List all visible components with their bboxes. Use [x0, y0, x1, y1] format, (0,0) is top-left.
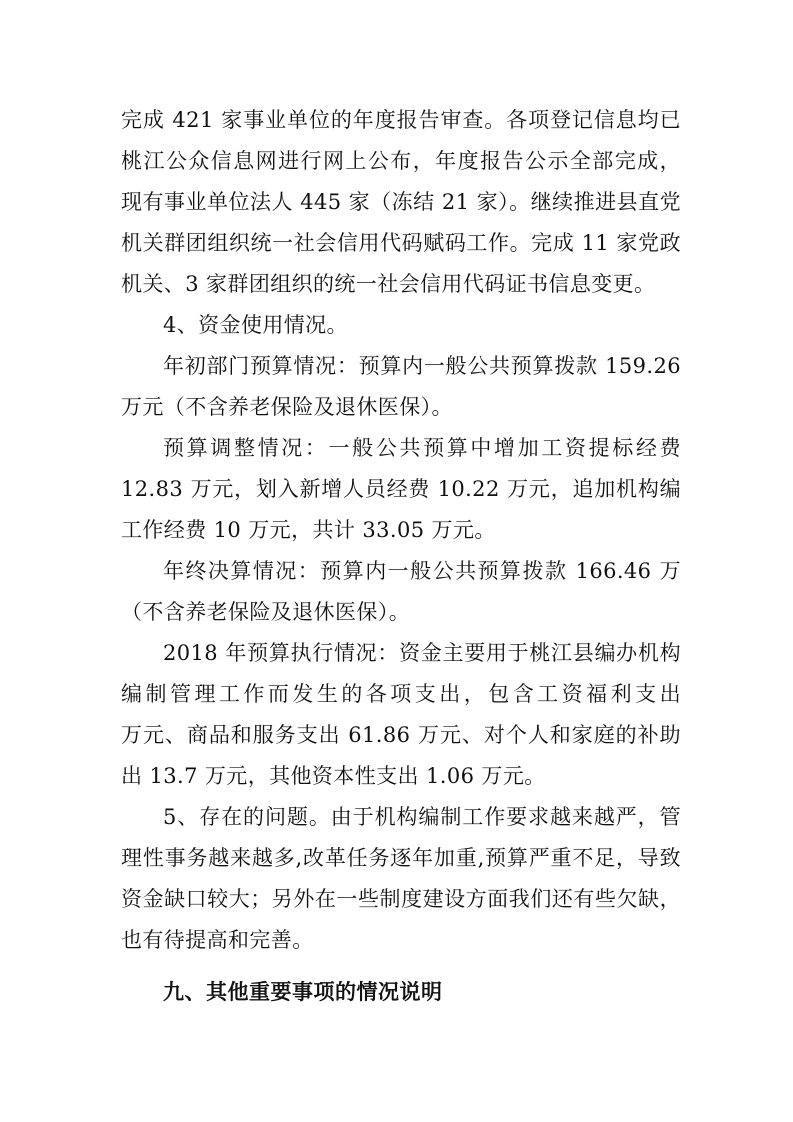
- section-heading: 九、其他重要事项的情况说明: [163, 980, 443, 1004]
- paragraph-line: 万元（不含养老保险及退休医保）。: [121, 395, 453, 419]
- paragraph-line: 现有事业单位法人 445 家（冻结 21 家）。继续推进县直党: [121, 190, 681, 214]
- paragraph-line: 12.83 万元，划入新增人员经费 10.22 万元，追加机构编: [121, 477, 681, 501]
- paragraph-line: （不含养老保险及退休医保）。: [121, 600, 411, 624]
- paragraph-line: 理性事务越来越多,改革任务逐年加重,预算严重不足，导致: [121, 846, 681, 870]
- paragraph-line: 年终决算情况：预算内一般公共预算拨款 166.46 万: [163, 559, 681, 583]
- paragraph-line: 资金缺口较大；另外在一些制度建设方面我们还有些欠缺，: [121, 887, 681, 911]
- paragraph-line: 出 13.7 万元，其他资本性支出 1.06 万元。: [121, 764, 546, 788]
- paragraph-line: 万元、商品和服务支出 61.86 万元、对个人和家庭的补助: [121, 723, 681, 747]
- paragraph-line: 工作经费 10 万元，共计 33.05 万元。: [121, 518, 496, 542]
- paragraph-line: 完成 421 家事业单位的年度报告审查。各项登记信息均已: [121, 108, 681, 132]
- paragraph-line: 机关群团组织统一社会信用代码赋码工作。完成 11 家党政: [121, 231, 681, 255]
- paragraph-line: 也有待提高和完善。: [121, 928, 314, 952]
- paragraph-line: 年初部门预算情况：预算内一般公共预算拨款 159.26: [163, 354, 681, 378]
- paragraph-line: 桃江公众信息网进行网上公布，年度报告公示全部完成，: [121, 149, 681, 173]
- paragraph-line: 编制管理工作而发生的各项支出，包含工资福利支出: [121, 682, 681, 706]
- paragraph-line: 2018 年预算执行情况：资金主要用于桃江县编办机构: [163, 641, 681, 665]
- subsection-title: 4、资金使用情况。: [163, 313, 348, 337]
- paragraph-line: 机关、3 家群团组织的统一社会信用代码证书信息变更。: [121, 272, 656, 296]
- paragraph-line: 5、存在的问题。由于机构编制工作要求越来越严，管: [163, 805, 681, 829]
- paragraph-line: 预算调整情况：一般公共预算中增加工资提标经费: [163, 436, 681, 460]
